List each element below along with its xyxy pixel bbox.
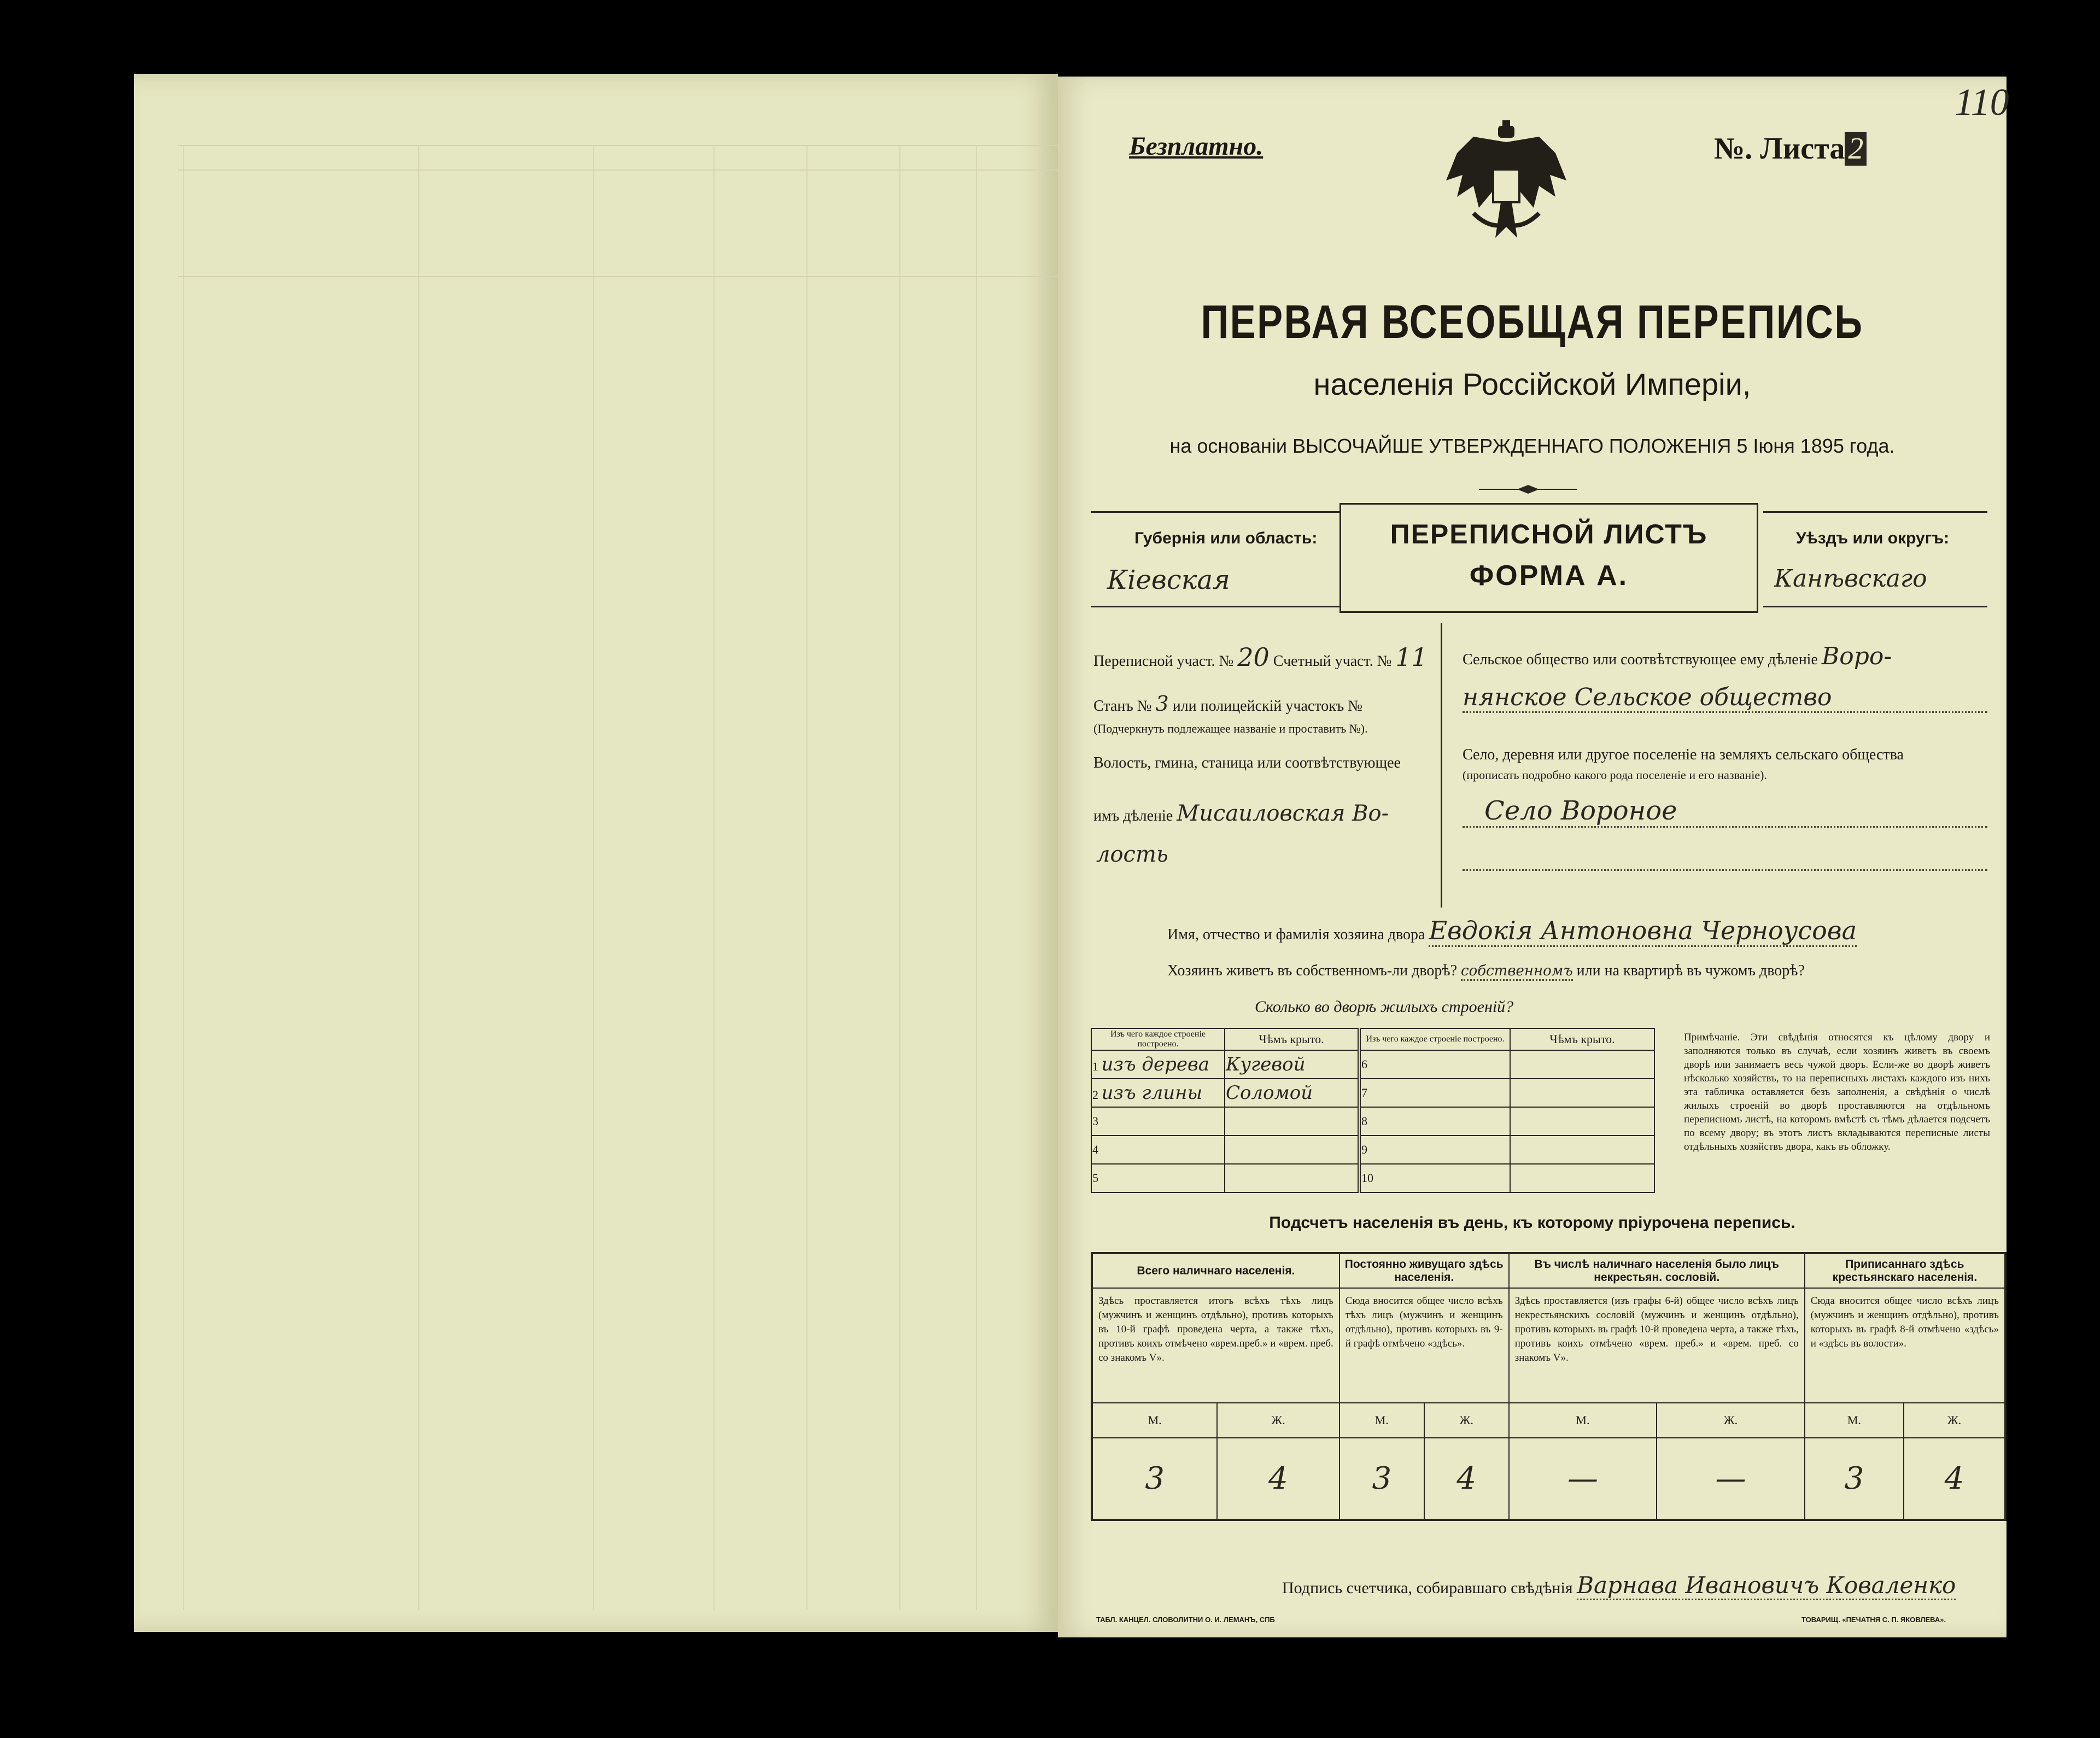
pop-3-m-value: — <box>1509 1438 1657 1520</box>
roof-header-right: Чѣмъ крыто. <box>1510 1028 1654 1050</box>
pop-col-2-desc: Сюда вносится общее число всѣхъ тѣхъ лицъ (мужчинъ и женщинъ отдѣльно), противъ которыхъ въ 9-й графѣ отмѣчено «здѣсь». <box>1339 1288 1509 1403</box>
counting-district-value: 11 <box>1395 642 1428 672</box>
pop-col-2-title: Постоянно живущаго здѣсь населенія. <box>1339 1253 1509 1288</box>
census-district-line: Переписной участ. № 20 Счетный участ. № 11 <box>1093 642 1428 672</box>
gubernia-value: Кіевская <box>1107 565 1230 595</box>
signature-value: Варнава Ивановичъ Коваленко <box>1577 1572 1956 1600</box>
pop-col-1-title: Всего наличнаго населенія. <box>1092 1253 1339 1288</box>
gubernia-box <box>1091 511 1339 607</box>
census-form-page <box>1058 77 2007 1637</box>
imprint-right: ТОВАРИЩ. «ПЕЧАТНЯ С. П. ЯКОВЛЕВА». <box>1801 1616 1946 1624</box>
building-row-7: 7 <box>1359 1079 1510 1107</box>
society-value-2: нянское Сельское общество <box>1463 683 1987 713</box>
free-label: Безплатно. <box>1129 132 1263 161</box>
uezd-box <box>1763 511 1987 607</box>
pop-col-1-desc: Здѣсь проставляется итогъ всѣхъ тѣхъ лицъ (мужчинъ и женщинъ отдѣльно), противъ которыхъ въ 10-й графѣ проведена черта, а также тѣхъ, противъ коихъ отмѣчено «врем.преб.» и «врем. преб. со знакомъ V». <box>1092 1288 1339 1403</box>
info-divider <box>1441 623 1442 908</box>
sheet-number-label: №. Листа <box>1714 132 1845 166</box>
pop-2-m-label: М. <box>1339 1403 1424 1438</box>
sheet-number <box>1714 131 1867 166</box>
pop-col-4-title: Приписаннаго здѣсь крестьянскаго населенія. <box>1805 1253 2005 1288</box>
pop-4-f-value: 4 <box>1904 1438 2005 1520</box>
signature-line: Подпись счетчика, собиравшаго свѣдѣнія Варнава Ивановичъ Коваленко <box>1282 1572 1956 1599</box>
volost-value-2: лость <box>1096 842 1168 867</box>
building-row-1-material: 1 изъ дерева <box>1091 1050 1225 1079</box>
population-heading: Подсчетъ населенія въ день, къ которому пріурочена перепись. <box>1269 1214 1795 1232</box>
building-row-1-roof: Кугевой <box>1225 1050 1359 1079</box>
material-header-left: Изъ чего каждое строеніе построено. <box>1091 1028 1225 1050</box>
building-row-8-roof <box>1510 1107 1654 1136</box>
volost-value-1: Мисаиловская Во- <box>1177 801 1389 826</box>
pop-1-f-label: Ж. <box>1217 1403 1339 1438</box>
pop-2-m-value: 3 <box>1339 1438 1424 1520</box>
population-table <box>1091 1252 2007 1521</box>
volost-label: Волость, гмина, станица или соотвѣтствующее <box>1093 754 1401 771</box>
pop-3-f-value: — <box>1657 1438 1805 1520</box>
police-note: (Подчеркнуть подлежащее названіе и проставить №). <box>1093 722 1368 735</box>
pop-4-m-value: 3 <box>1805 1438 1904 1520</box>
building-row-10: 10 <box>1359 1164 1510 1192</box>
pop-2-f-value: 4 <box>1424 1438 1509 1520</box>
form-name: ФОРМА А. <box>1469 560 1629 592</box>
uezd-value: Канѣвскаго <box>1774 565 1927 593</box>
society-value-1: Воро- <box>1821 642 1892 670</box>
uezd-label: Уѣздъ или округъ: <box>1796 529 1950 547</box>
pop-1-m-label: М. <box>1092 1403 1217 1438</box>
building-row-5-roof <box>1225 1164 1359 1192</box>
double-headed-eagle-emblem <box>1441 120 1572 251</box>
imprint-left: ТАБЛ. КАНЦЕЛ. СЛОВОЛИТНИ О. И. ЛЕМАНЪ, СПБ <box>1096 1616 1275 1624</box>
stan-line: Станъ № 3 или полицейскій участокъ № <box>1093 692 1362 716</box>
building-row-5: 5 <box>1091 1164 1225 1192</box>
pop-3-m-label: М. <box>1509 1403 1657 1438</box>
stan-value: 3 <box>1155 692 1169 716</box>
pop-1-m-value: 3 <box>1092 1438 1217 1520</box>
building-row-6-roof <box>1510 1050 1654 1079</box>
pop-4-f-label: Ж. <box>1904 1403 2005 1438</box>
pop-col-4-desc: Сюда вносится общее число всѣхъ лицъ (мужчинъ и женщинъ отдѣльно), противъ которыхъ въ графѣ 8-й отмѣчено «здѣсь» и «здѣсь въ волости». <box>1805 1288 2005 1403</box>
subtitle: населенія Россійской Имперіи, <box>1313 367 1751 401</box>
owner-line: Имя, отчество и фамилія хозяина двора Евдокія Антоновна Черноусова <box>1167 916 1857 945</box>
sheet-title-box <box>1339 503 1758 613</box>
material-header-right: Изъ чего каждое строеніе построено. <box>1359 1028 1510 1050</box>
archive-number: 110 <box>1955 81 2009 124</box>
pop-col-3-desc: Здѣсь проставляется (изъ графы 6-й) общее число всѣхъ лицъ некрестьянскихъ сословій (мужчинъ и женщинъ отдѣльно), противъ которыхъ въ графѣ 10-й проведена черта, а также тѣхъ, противъ коихъ отмѣчено «врем. преб.» и «врем. преб. со знакомъ V». <box>1509 1288 1805 1403</box>
pop-col-3-title: Въ числѣ наличнаго населенія было лицъ некрестьян. сословій. <box>1509 1253 1805 1288</box>
main-title: ПЕРВАЯ ВСЕОБЩАЯ ПЕРЕПИСЬ <box>1201 296 1864 348</box>
pop-3-f-label: Ж. <box>1657 1403 1805 1438</box>
village-blank-line <box>1463 869 1987 871</box>
building-row-9-roof <box>1510 1136 1654 1164</box>
residence-value: собственномъ <box>1461 963 1573 981</box>
buildings-note: Примѣчаніе. Эти свѣдѣнія относятся къ цѣлому двору и заполняются только въ случаѣ, если хозяинъ живетъ въ своемъ дворѣ или занимаетъ весь чужой дворъ. Если-же во дворѣ живетъ нѣсколько хозяйствъ, то на переписныхъ листахъ каждого изъ нихъ эта табличка оставляется безъ заполненія, а свѣдѣнія о числѣ жилыхъ строеній во дворѣ проставляются на отдѣльномъ переписномъ листѣ, на которомъ вмѣстѣ съ тѣмъ дѣлается подсчетъ по всему двору; въ этотъ листъ вкладываются переписные листы отдѣльныхъ хозяйствъ двора, какъ въ обложку. <box>1684 1032 1990 1152</box>
left-page <box>134 74 1058 1632</box>
volost-line: имъ дѣленіе Мисаиловская Во- <box>1093 801 1389 826</box>
society-line: Сельское общество или соотвѣтствующее ему дѣленіе Воро- <box>1463 642 1892 670</box>
building-row-2-roof: Соломой <box>1225 1079 1359 1107</box>
owner-name-value: Евдокія Антоновна Черноусова <box>1429 916 1857 947</box>
pop-2-f-label: Ж. <box>1424 1403 1509 1438</box>
building-row-3-roof <box>1225 1107 1359 1136</box>
village-note: (прописать подробно какого рода поселеніе и его названіе). <box>1463 768 1767 782</box>
buildings-table <box>1091 1028 1655 1193</box>
residence-line: Хозяинъ живетъ въ собственномъ-ли дворѣ? собственномъ или на квартирѣ въ чужомъ дворѣ? <box>1167 962 1805 980</box>
building-row-2-material: 2 изъ глины <box>1091 1079 1225 1107</box>
building-row-10-roof <box>1510 1164 1654 1192</box>
census-district-value: 20 <box>1237 642 1270 672</box>
building-row-4-roof <box>1225 1136 1359 1164</box>
ornament-divider <box>1479 484 1577 495</box>
buildings-count-label: Сколько во дворѣ жилыхъ строеній? <box>1255 998 1514 1016</box>
sheet-number-value: 2 <box>1845 132 1867 166</box>
building-row-7-roof <box>1510 1079 1654 1107</box>
building-row-6: 6 <box>1359 1050 1510 1079</box>
village-label: Село, деревня или другое поселеніе на земляхъ сельскаго общества <box>1463 746 1904 763</box>
gubernia-label: Губернія или область: <box>1134 529 1318 547</box>
building-row-8: 8 <box>1359 1107 1510 1136</box>
village-value: Село Вороное <box>1463 795 1987 828</box>
pop-1-f-value: 4 <box>1217 1438 1339 1520</box>
building-row-4: 4 <box>1091 1136 1225 1164</box>
sheet-title: ПЕРЕПИСНОЙ ЛИСТЪ <box>1390 519 1708 549</box>
pop-4-m-label: М. <box>1805 1403 1904 1438</box>
building-row-3: 3 <box>1091 1107 1225 1136</box>
roof-header-left: Чѣмъ крыто. <box>1225 1028 1359 1050</box>
building-row-9: 9 <box>1359 1136 1510 1164</box>
basis-line: на основаніи ВЫСОЧАЙШЕ УТВЕРЖДЕННАГО ПОЛОЖЕНІЯ 5 Іюня 1895 года. <box>1169 435 1895 457</box>
